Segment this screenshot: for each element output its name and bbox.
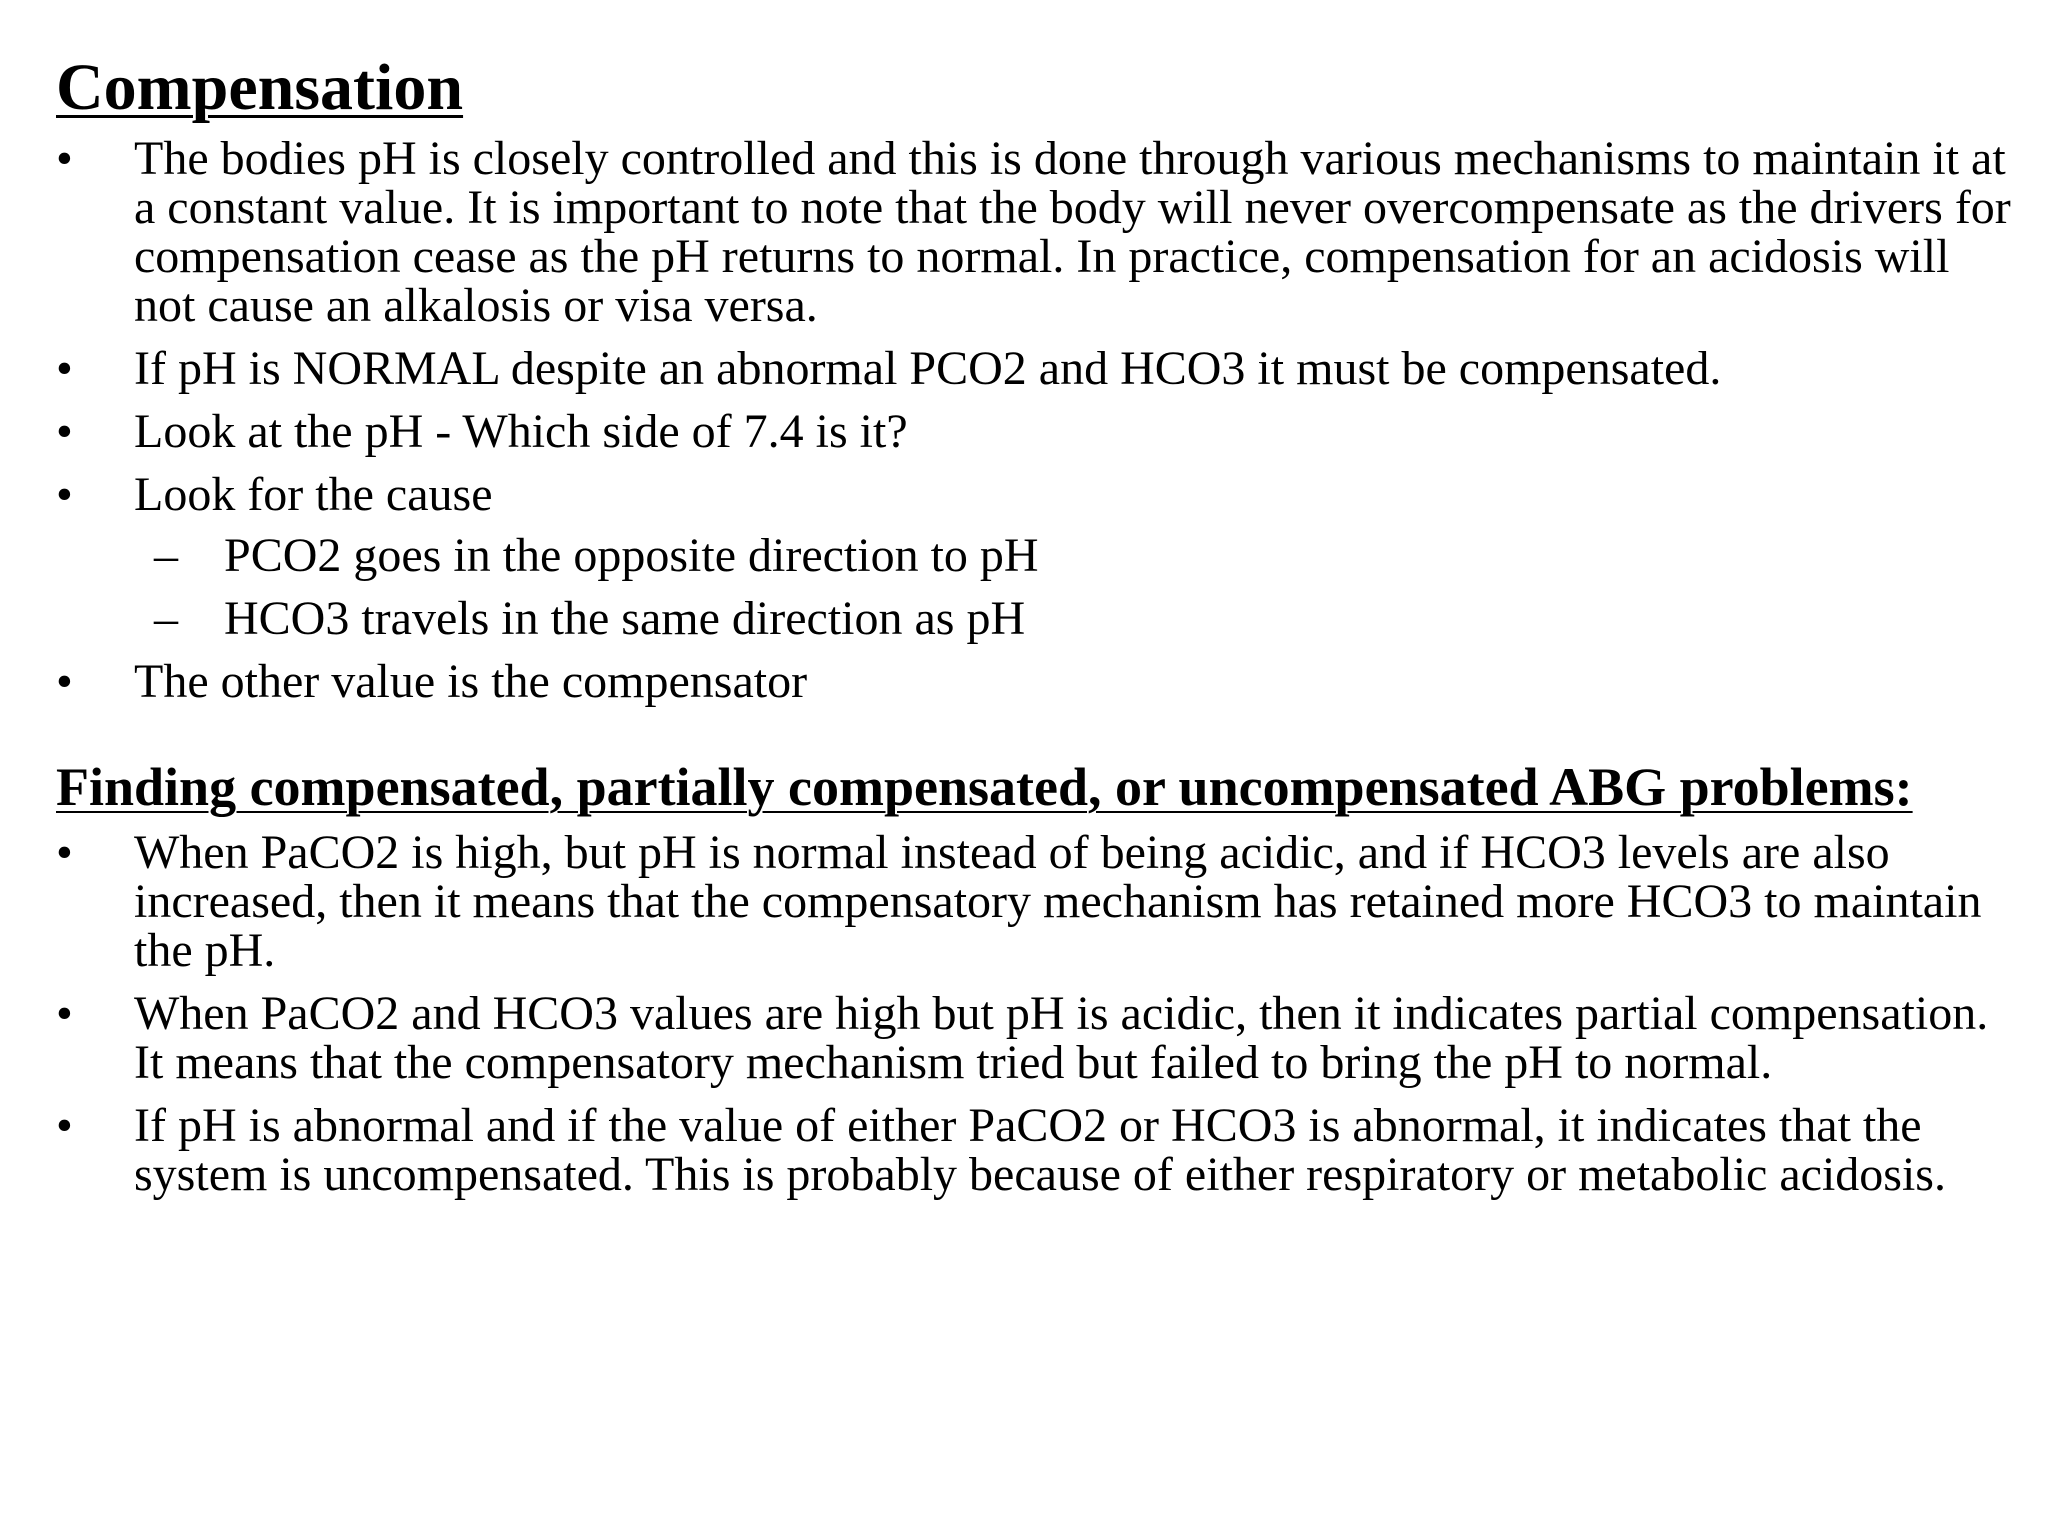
list-item-text: When PaCO2 and HCO3 values are high but pH is acidic, then it indicates partial compensation. It means that the compensatory mechanism tried but failed to bring the pH to normal. — [134, 987, 1989, 1089]
section-heading: Finding compensated, partially compensated, or uncompensated ABG problems: — [56, 757, 1913, 817]
list-item-text: The bodies pH is closely controlled and this is done through various mechanisms to maintain it at a constant value. It is important to note that the body will never overcompensate as the drivers for compensation cease as the pH returns to normal. In practice, compensation for an acidosis will not cause an alkalosis or visa versa. — [134, 132, 2011, 332]
page-title: Compensation — [56, 51, 464, 124]
sub-list-item — [134, 531, 2016, 580]
bullet-marker: • — [56, 132, 73, 185]
list-item-text: Look for the cause — [134, 468, 493, 521]
slide — [56, 48, 2016, 1213]
bullet-marker: • — [56, 655, 73, 708]
list-item-text: If pH is abnormal and if the value of either PaCO2 or HCO3 is abnormal, it indicates that the system is uncompensated. This is probably because of either respiratory or metabolic acidosis. — [134, 1099, 1946, 1201]
bullet-marker: • — [56, 468, 73, 521]
list-item — [56, 657, 2016, 706]
list-item — [56, 828, 2016, 975]
list-item-text: The other value is the compensator — [134, 655, 808, 708]
sub-list-item-text: PCO2 goes in the opposite direction to pH — [224, 529, 1039, 582]
cause-sub-list — [134, 531, 2016, 643]
list-item-text: Look at the pH - Which side of 7.4 is it? — [134, 405, 908, 458]
list-item-text: If pH is NORMAL despite an abnormal PCO2 and HCO3 it must be compensated. — [134, 342, 1722, 395]
list-item — [56, 1101, 2016, 1199]
list-item — [56, 344, 2016, 393]
list-item — [56, 407, 2016, 456]
list-item — [56, 470, 2016, 643]
bullet-marker: • — [56, 826, 73, 879]
list-item — [56, 989, 2016, 1087]
dash-marker: – — [154, 592, 178, 645]
bullet-marker: • — [56, 987, 73, 1040]
bullet-marker: • — [56, 405, 73, 458]
bullet-marker: • — [56, 342, 73, 395]
abg-bullet-list — [56, 828, 2016, 1199]
dash-marker: – — [154, 529, 178, 582]
bullet-marker: • — [56, 1099, 73, 1152]
list-item-text: When PaCO2 is high, but pH is normal instead of being acidic, and if HCO3 levels are also increased, then it means that the compensatory mechanism has retained more HCO3 to maintain the pH. — [134, 826, 1982, 977]
compensation-bullet-list — [56, 134, 2016, 706]
list-item — [56, 134, 2016, 330]
sub-list-item — [134, 594, 2016, 643]
sub-list-item-text: HCO3 travels in the same direction as pH — [224, 592, 1026, 645]
